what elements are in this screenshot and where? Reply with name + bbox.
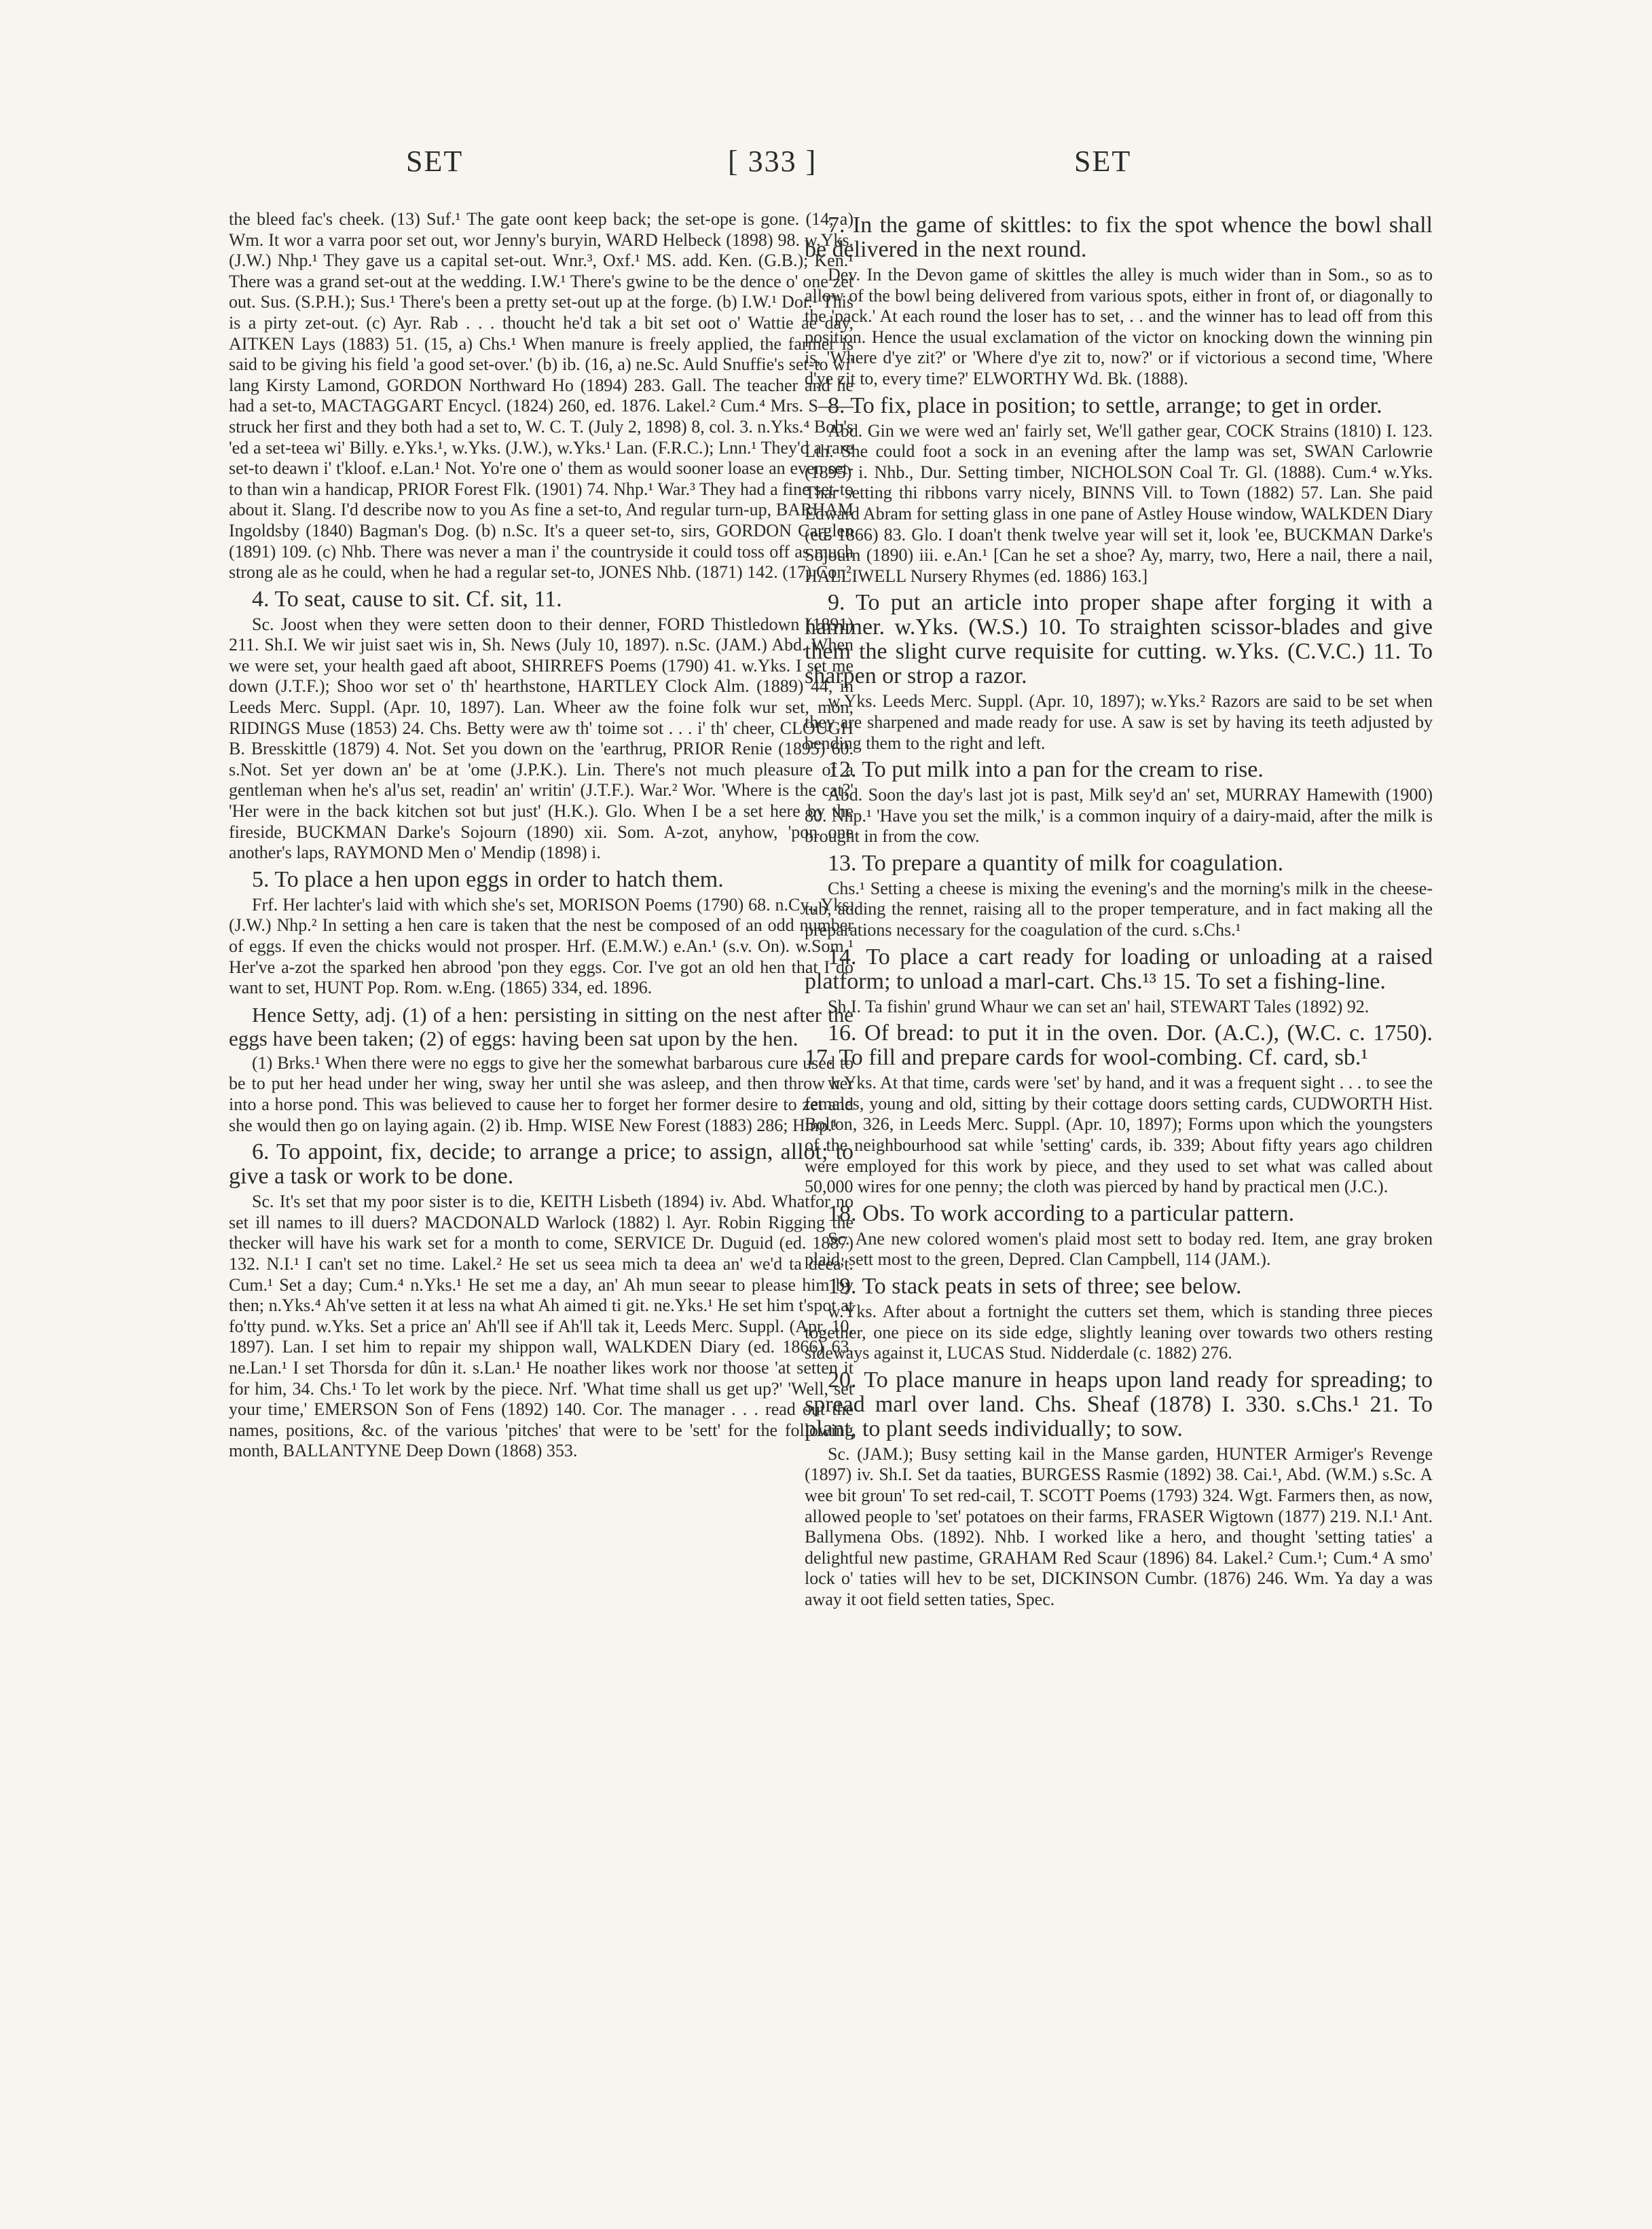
setty-citations: (1) Brks.¹ When there were no eggs to give her the somewhat barbarous cure used to be to put her head under her wing, sway her until she was asleep, and then throw her into a horse pond. This was believed to cause her to forget her former desire to zet and she would then go on laying again. (2) ib. Hmp. WISE New Forest (1883) 286; Hmp.¹ bbox=[229, 1052, 853, 1135]
sense-19-definition: 19. To stack peats in sets of three; see below. bbox=[828, 1274, 1242, 1299]
sense-4-citations: Sc. Joost when they were setten doon to their denner, FORD Thistledown (1891) 211. Sh.I. We wir juist saet wis in, Sh. News (July 10, 1897). n.Sc. (JAM.) Abd. When we were set, your health gaed aft aboot, SHIRREFS Poems (1790) 41. w.Yks. I set me down (J.T.F.); Shoo wor set o' th' hearthstone, HARTLEY Clock Alm. (1889) 44, in Leeds Merc. Suppl. (Apr. 10, 1897). Lan. Wheer aw the foine folk wur set, mon, RIDINGS Muse (1853) 24. Chs. Betty were aw th' toime sot . . . i' th' cheer, CLOUGH B. Bresskittle (1879) 4. Not. Set you down on the 'earthrug, PRIOR Renie (1895) 60. s.Not. Set yer down an' be at 'ome (J.P.K.). Lin. There's not much pleasure of a gentleman when he's al'us set, readin' an' writin' (J.T.F.). War.² Wor. 'Where is the cat?' 'Her were in the back kitchen sot but just' (H.K.). Glo. When I be a set here by the fireside, BUCKMAN Darke's Sojourn (1890) xii. Som. A-zot, anyhow, 'pon one another's laps, RAYMOND Men o' Mendip (1898) i. bbox=[229, 614, 853, 863]
sense-13-definition: 13. To prepare a quantity of milk for coagulation. bbox=[828, 850, 1284, 876]
sense-14-15-definition: 14. To place a cart ready for loading or unloading at a raised platform; to unload a marl-cart. Chs.¹³ 15. To set a fishing-line. bbox=[805, 944, 1433, 994]
sense-16-17-definition: 16. Of bread: to put it in the oven. Dor. (A.C.), (W.C. c. 1750). 17. To fill and prepare cards for wool-combing. Cf. card, sb.¹ bbox=[805, 1020, 1433, 1071]
sense-18-citations: Sc. Ane new colored women's plaid most sett to boday red. Item, ane gray broken plaid, sett most to the green, Depred. Clan Campbell, 114 (JAM.). bbox=[805, 1228, 1433, 1270]
sense-20-21-definition: 20. To place manure in heaps upon land ready for spreading; to spread marl over land. Chs. Sheaf (1878) I. 330. s.Chs.¹ 21. To plant, to plant seeds individually; to sow. bbox=[805, 1367, 1433, 1441]
sense-19-citations: w.Yks. After about a fortnight the cutters set them, which is standing three pieces together, one piece on its side edge, slightly leaning over towards two others resting sideways against it, LUCAS Stud. Nidderdale (c. 1882) 276. bbox=[805, 1302, 1433, 1363]
right-column bbox=[805, 209, 1433, 1613]
sense-5-definition: 5. To place a hen upon eggs in order to hatch them. bbox=[252, 866, 724, 892]
sense-9-11-definition: 9. To put an article into proper shape after forging it with a hammer. w.Yks. (W.S.) 10. To straighten scissor-blades and give them the slight curve requisite for cutting. w.Yks. (C.V.C.) 11. To sharpen or strop a razor. bbox=[805, 590, 1433, 689]
sense-17-citations: w.Yks. At that time, cards were 'set' by hand, and it was a frequent sight . . . to see the females, young and old, sitting by their cottage doors setting cards, CUDWORTH Hist. Bolton, 326, in Leeds Merc. Suppl. (Apr. 10, 1897); Forms upon which the youngsters of the neighbourhood sat while 'setting' cards, ib. 339; About fifty years ago children were employed for this work by piece, and they used to set what was called about 50,000 wires for one penny; the cloth was pierced by hand by practical men (J.C.). bbox=[805, 1073, 1433, 1197]
running-head-left: SET bbox=[406, 145, 464, 178]
sense-4-definition: 4. To seat, cause to sit. Cf. sit, 11. bbox=[252, 586, 562, 612]
page-number: [ 333 ] bbox=[728, 145, 818, 178]
sense-6-definition: 6. To appoint, fix, decide; to arrange a price; to assign, allot; to give a task or work to be done. bbox=[229, 1139, 853, 1190]
running-head-right: SET bbox=[1074, 145, 1132, 178]
sense-8-citations: Abd. Gin we were wed an' fairly set, We'll gather gear, COCK Strains (1810) I. 123. Lth. She could foot a sock in an evening after the lamp was set, SWAN Carlowrie (1895) i. Nhb., Dur. Setting timber, NICHOLSON Coal Tr. Gl. (1888). Cum.⁴ w.Yks. Thar setting thi ribbons varry nicely, BINNS Vill. to Town (1882) 57. Lan. She paid Edward Abram for setting glass in one pane of Astley House window, WALKDEN Diary (ed. 1866) 83. Glo. I doan't thenk twelve year will set it, look 'ee, BUCKMAN Darke's Sojourn (1890) iii. e.An.¹ [Can he set a shoe? Ay, marry, two, Here a nail, there a nail, HALLIWELL Nursery Rhymes (ed. 1886) 163.] bbox=[805, 420, 1433, 586]
sense-7-definition: 7. In the game of skittles: to fix the spot whence the bowl shall be delivered in the next round. bbox=[805, 213, 1433, 262]
page-header bbox=[0, 144, 1652, 198]
sense-21-citations: Sc. (JAM.); Busy setting kail in the Manse garden, HUNTER Armiger's Revenge (1897) iv. Sh.I. Set da taaties, BURGESS Rasmie (1892) 38. Cai.¹, Abd. (W.M.) s.Sc. A wee bit groun' To set red-cail, T. SCOTT Poems (1793) 324. Wgt. Farmers then, as now, allowed people to 'set' potatoes on their farms, FRASER Wigtown (1877) 219. N.I.¹ Ant. Ballymena Obs. (1892). Nhb. I worked like a hero, and thought 'setting taties' a delightful new pastime, GRAHAM Red Scaur (1896) 84. Lakel.² Cum.¹; Cum.⁴ A smo' lock o' taties will hev to be set, DICKINSON Cumbr. (1876) 246. Wm. Ya day a was away it oot field setten taties, Spec. bbox=[805, 1443, 1433, 1609]
sense-6-citations: Sc. It's set that my poor sister is to die, KEITH Lisbeth (1894) iv. Abd. Whatfor no set ill names to ill duers? MACDONALD Warlock (1882) l. Ayr. Robin Rigging the thecker will have his wark set for a month to come, SERVICE Dr. Duguid (ed. 1887) 132. N.I.¹ I can't set no time. Lakel.² He set us seea mich ta deea an' we'd ta deea't. Cum.¹ Set a day; Cum.⁴ n.Yks.¹ He set me a day, an' Ah mun seear to please him by then; n.Yks.⁴ Ah've setten it at less na what Ah aimed ti git. ne.Yks.¹ He set him t'spot at fo'tty pund. w.Yks. Set a price an' Ah'll see if Ah'll tak it, Leeds Merc. Suppl. (Apr. 10, 1897). Lan. I set him to repair my shippon wall, WALKDEN Diary (ed. 1866) 63. ne.Lan.¹ I set Thorsda for dûn it. s.Lan.¹ He noather likes work nor thoose 'at setten it for him, 34. Chs.¹ To let work by the piece. Nrf. 'What time shall us get up?' 'Well, set your time,' EMERSON Son of Fens (1892) 140. Cor. The manager . . . read out the names, positions, &c. of the various 'pitches' that were to be 'sett' for the following month, BALLANTYNE Deep Down (1868) 353. bbox=[229, 1192, 853, 1461]
sense-11-citations: w.Yks. Leeds Merc. Suppl. (Apr. 10, 1897); w.Yks.² Razors are said to be set when they are sharpened and made ready for use. A saw is set by having its teeth adjusted by bending them to the right and left. bbox=[805, 691, 1433, 753]
sense-18-definition: 18. Obs. To work according to a particular pattern. bbox=[828, 1200, 1295, 1226]
left-column bbox=[229, 209, 853, 1464]
sense-12-definition: 12. To put milk into a pan for the cream to rise. bbox=[828, 757, 1264, 783]
sense-8-definition: 8. To fix, place in position; to settle, arrange; to get in order. bbox=[828, 392, 1382, 418]
setty-definition: Hence Setty, adj. (1) of a hen: persisting in sitting on the nest after the eggs have been taken; (2) of eggs: having been sat upon by the hen. bbox=[229, 1002, 853, 1050]
sense-13-citations: Chs.¹ Setting a cheese is mixing the evening's and the morning's milk in the cheese-tub, adding the rennet, raising all to the proper temperature, and in fact making all the preparations necessary for the coagulation of the curd. s.Chs.¹ bbox=[805, 878, 1433, 940]
continued-citations: the bleed fac's cheek. (13) Suf.¹ The gate oont keep back; the set-ope is gone. (14, a) Wm. It wor a varra poor set out, wor Jenny's buryin, WARD Helbeck (1898) 98. w.Yks. (J.W.) Nhp.¹ They gave us a capital set-out. Wnr.³, Oxf.¹ MS. add. Ken. (G.B.); Ken.¹ There was a grand set-out at the wedding. I.W.¹ There's gwine to be the dence o' one zet out. Sus. (S.P.H.); Sus.¹ There's been a pretty set-out up at the forge. (b) I.W.¹ Dor.¹ This is a pirty zet-out. (c) Ayr. Rab . . . thoucht he'd tak a bit set oot o' Wattie ae day, AITKEN Lays (1883) 51. (15, a) Chs.¹ When manure is freely applied, the farmer is said to be giving his field 'a good set-over.' (b) ib. (16, a) ne.Sc. Auld Snuffie's set-to wi' lang Kirsty Lamond, GORDON Northward Ho (1894) 283. Gall. The teacher and he had a set-to, MACTAGGART Encycl. (1824) 260, ed. 1876. Lakel.² Cum.⁴ Mrs. S—— struck her first and they both had a set to, W. C. T. (July 2, 1898) 8, col. 3. n.Yks.⁴ Bob's 'ed a set-teea wi' Billy. e.Yks.¹, w.Yks. (J.W.), w.Yks.¹ Lan. (F.R.C.); Lnn.¹ They'd a rare set-to deawn i' t'kloof. e.Lan.¹ Not. Yo're one o' them as would sooner loase an even set-to than win a handicap, PRIOR Forest Flk. (1901) 74. Nhp.¹ War.³ They had a fine set-to about it. Slang. I'd describe now to you As fine a set-to, And regular turn-up, BARHAM Ingoldsby (1840) Bagman's Dog. (b) n.Sc. It's a queer set-to, sirs, GORDON Carglen (1891) 109. (c) Nhb. There was never a man i' the countryside it could toss off as much strong ale as he could, when he had a regular set-to, JONES Nhb. (1871) 142. (17) Cor.² bbox=[229, 209, 853, 583]
sense-15-citations: Sh.I. Ta fishin' grund Whaur we can set an' hail, STEWART Tales (1892) 92. bbox=[828, 996, 1370, 1016]
sense-12-citations: Abd. Soon the day's last jot is past, Milk sey'd an' set, MURRAY Hamewith (1900) 80. Nhp.¹ 'Have you set the milk,' is a common inquiry of a dairy-maid, after the milk is brought in from the cow. bbox=[805, 785, 1433, 847]
sense-7-citations: Dev. In the Devon game of skittles the alley is much wider than in Som., so as to allow of the bowl being delivered from various spots, either in front of, or diagonally to the 'pack.' At each round the loser has to set, . . and the winner has to lead off from this position. Hence the usual exclamation of the victor on knocking down the winning pin is, 'Where d'ye zit?' or 'Where d'ye zit to, now?' or if victorious a second time, 'Where d'ye zit to, every time?' ELWORTHY Wd. Bk. (1888). bbox=[805, 265, 1433, 388]
sense-5-citations: Frf. Her lachter's laid with which she's set, MORISON Poems (1790) 68. n.Cy., Yks. (J.W.) Nhp.² In setting a hen care is taken that the nest be composed of an odd number of eggs. If even the chicks would not prosper. Hrf. (E.M.W.) e.An.¹ (s.v. On). w.Som.¹ Her've a-zot the sparked hen abrood 'pon they eggs. Cor. I've got an old hen that I do want to set, HUNT Pop. Rom. w.Eng. (1865) 334, ed. 1896. bbox=[229, 894, 853, 998]
